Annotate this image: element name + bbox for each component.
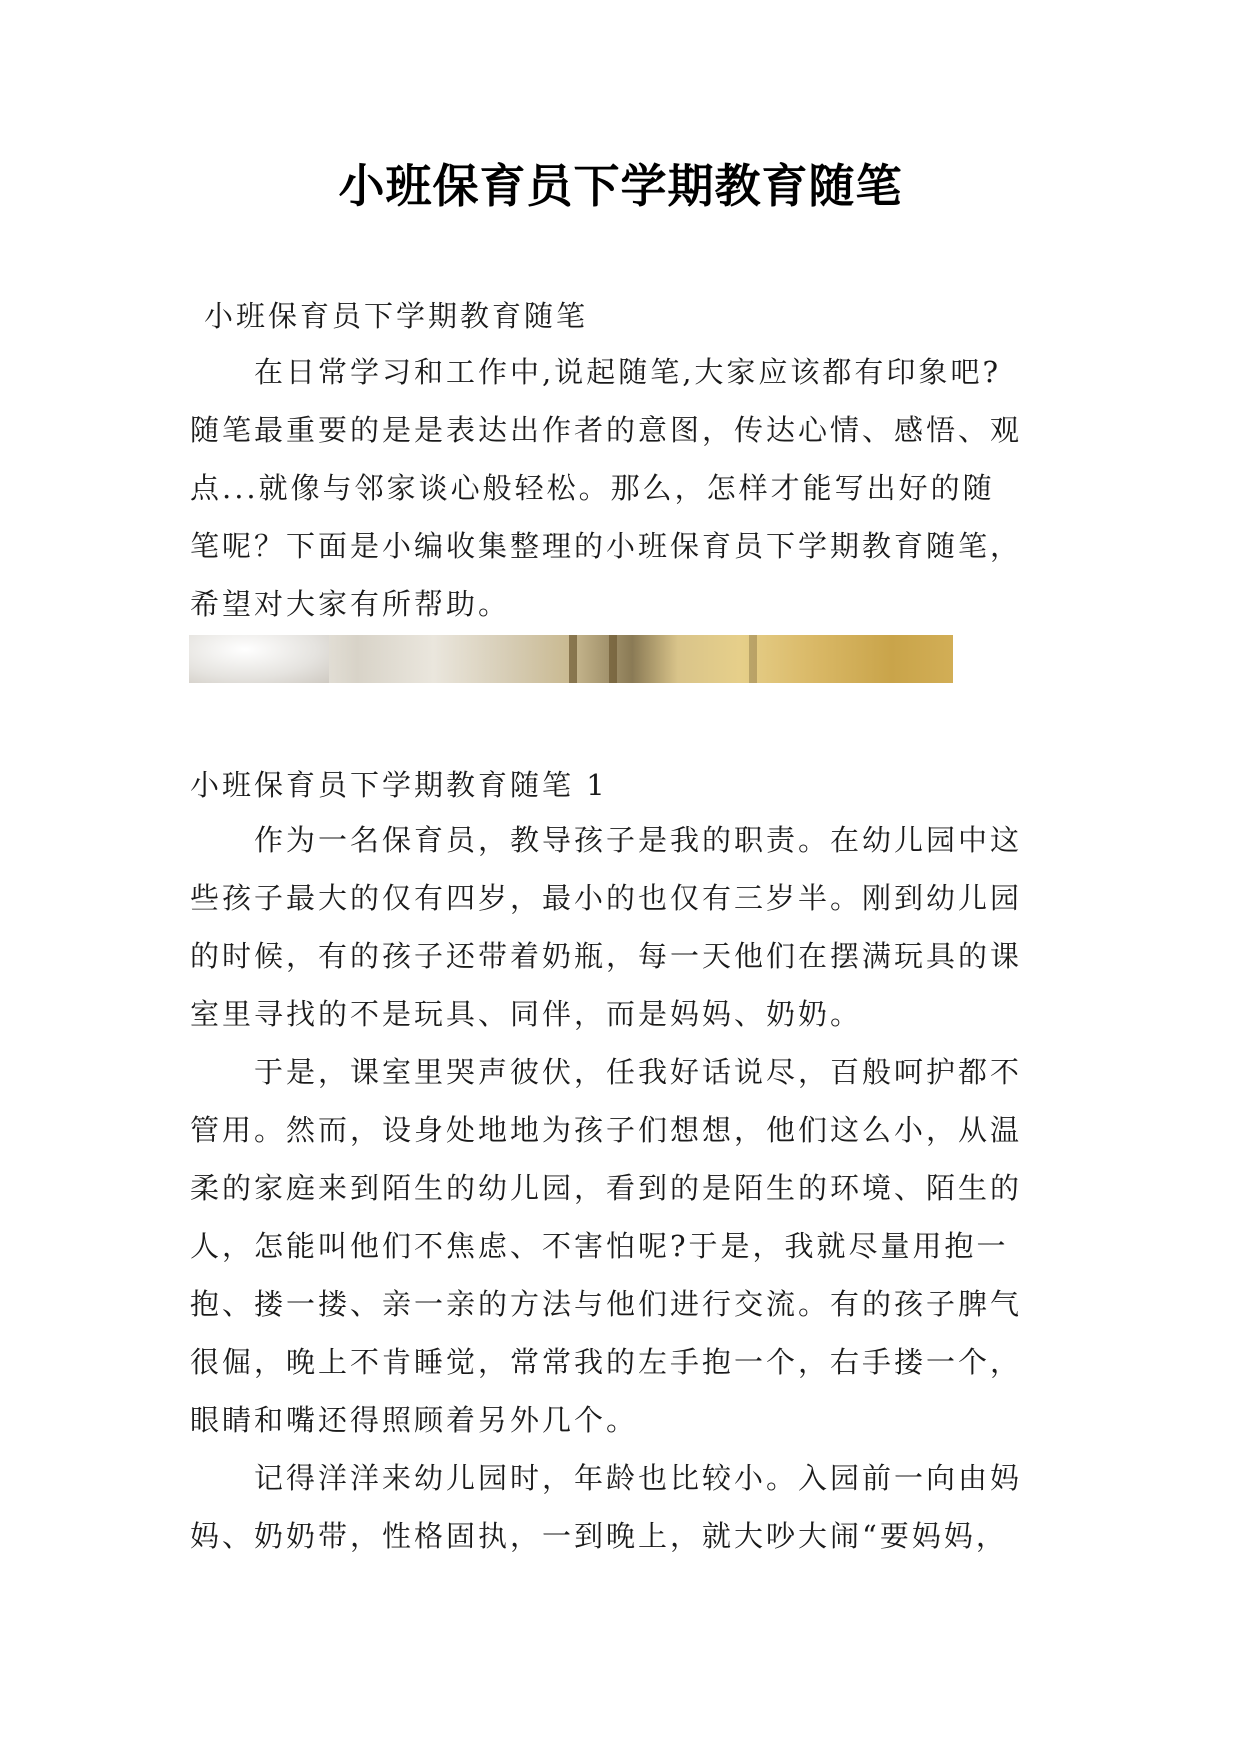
body-line-12: 记得洋洋来幼儿园时，年龄也比较小。入园前一向由妈 — [254, 1461, 1023, 1495]
body-line-2: 些孩子最大的仅有四岁，最小的也仅有三岁半。刚到幼儿园 — [190, 881, 1023, 915]
banner-image-highlight — [189, 635, 329, 683]
body-line-4: 室里寻找的不是玩具、同伴，而是妈妈、奶奶。 — [190, 997, 863, 1031]
body-line-9: 抱、搂一搂、亲一亲的方法与他们进行交流。有的孩子脾气 — [190, 1287, 1023, 1321]
intro-line-2: 随笔最重要的是是表达出作者的意图，传达心情、感悟、观 — [190, 413, 1023, 447]
body-line-3: 的时候，有的孩子还带着奶瓶，每一天他们在摆满玩具的课 — [190, 939, 1023, 973]
body-line-5: 于是，课室里哭声彼伏，任我好话说尽，百般呵护都不 — [254, 1055, 1023, 1089]
document-title: 小班保育员下学期教育随笔 — [338, 159, 903, 213]
body-line-6: 管用。然而，设身处地地为孩子们想想，他们这么小，从温 — [190, 1113, 1023, 1147]
document-subtitle: 小班保育员下学期教育随笔 — [204, 299, 589, 333]
body-line-13: 妈、奶奶带，性格固执，一到晚上，就大吵大闹“要妈妈， — [190, 1519, 1008, 1553]
body-line-7: 柔的家庭来到陌生的幼儿园，看到的是陌生的环境、陌生的 — [190, 1171, 1023, 1205]
banner-image — [189, 635, 953, 683]
banner-image-detail — [749, 635, 757, 683]
intro-line-3: 点...就像与邻家谈心般轻松。那么，怎样才能写出好的随 — [190, 471, 995, 505]
banner-image-detail — [609, 635, 617, 683]
section-heading: 小班保育员下学期教育随笔 1 — [190, 768, 608, 802]
body-line-10: 很倔，晚上不肯睡觉，常常我的左手抱一个，右手搂一个， — [190, 1345, 1023, 1379]
body-line-8: 人，怎能叫他们不焦虑、不害怕呢?于是，我就尽量用抱一 — [190, 1229, 1009, 1263]
banner-image-detail — [569, 635, 577, 683]
body-line-1: 作为一名保育员，教导孩子是我的职责。在幼儿园中这 — [254, 823, 1023, 857]
intro-line-4: 笔呢？下面是小编收集整理的小班保育员下学期教育随笔， — [190, 529, 1023, 563]
intro-line-5: 希望对大家有所帮助。 — [190, 587, 511, 621]
intro-line-1: 在日常学习和工作中,说起随笔,大家应该都有印象吧? — [254, 355, 1001, 389]
body-line-11: 眼睛和嘴还得照顾着另外几个。 — [190, 1403, 639, 1437]
